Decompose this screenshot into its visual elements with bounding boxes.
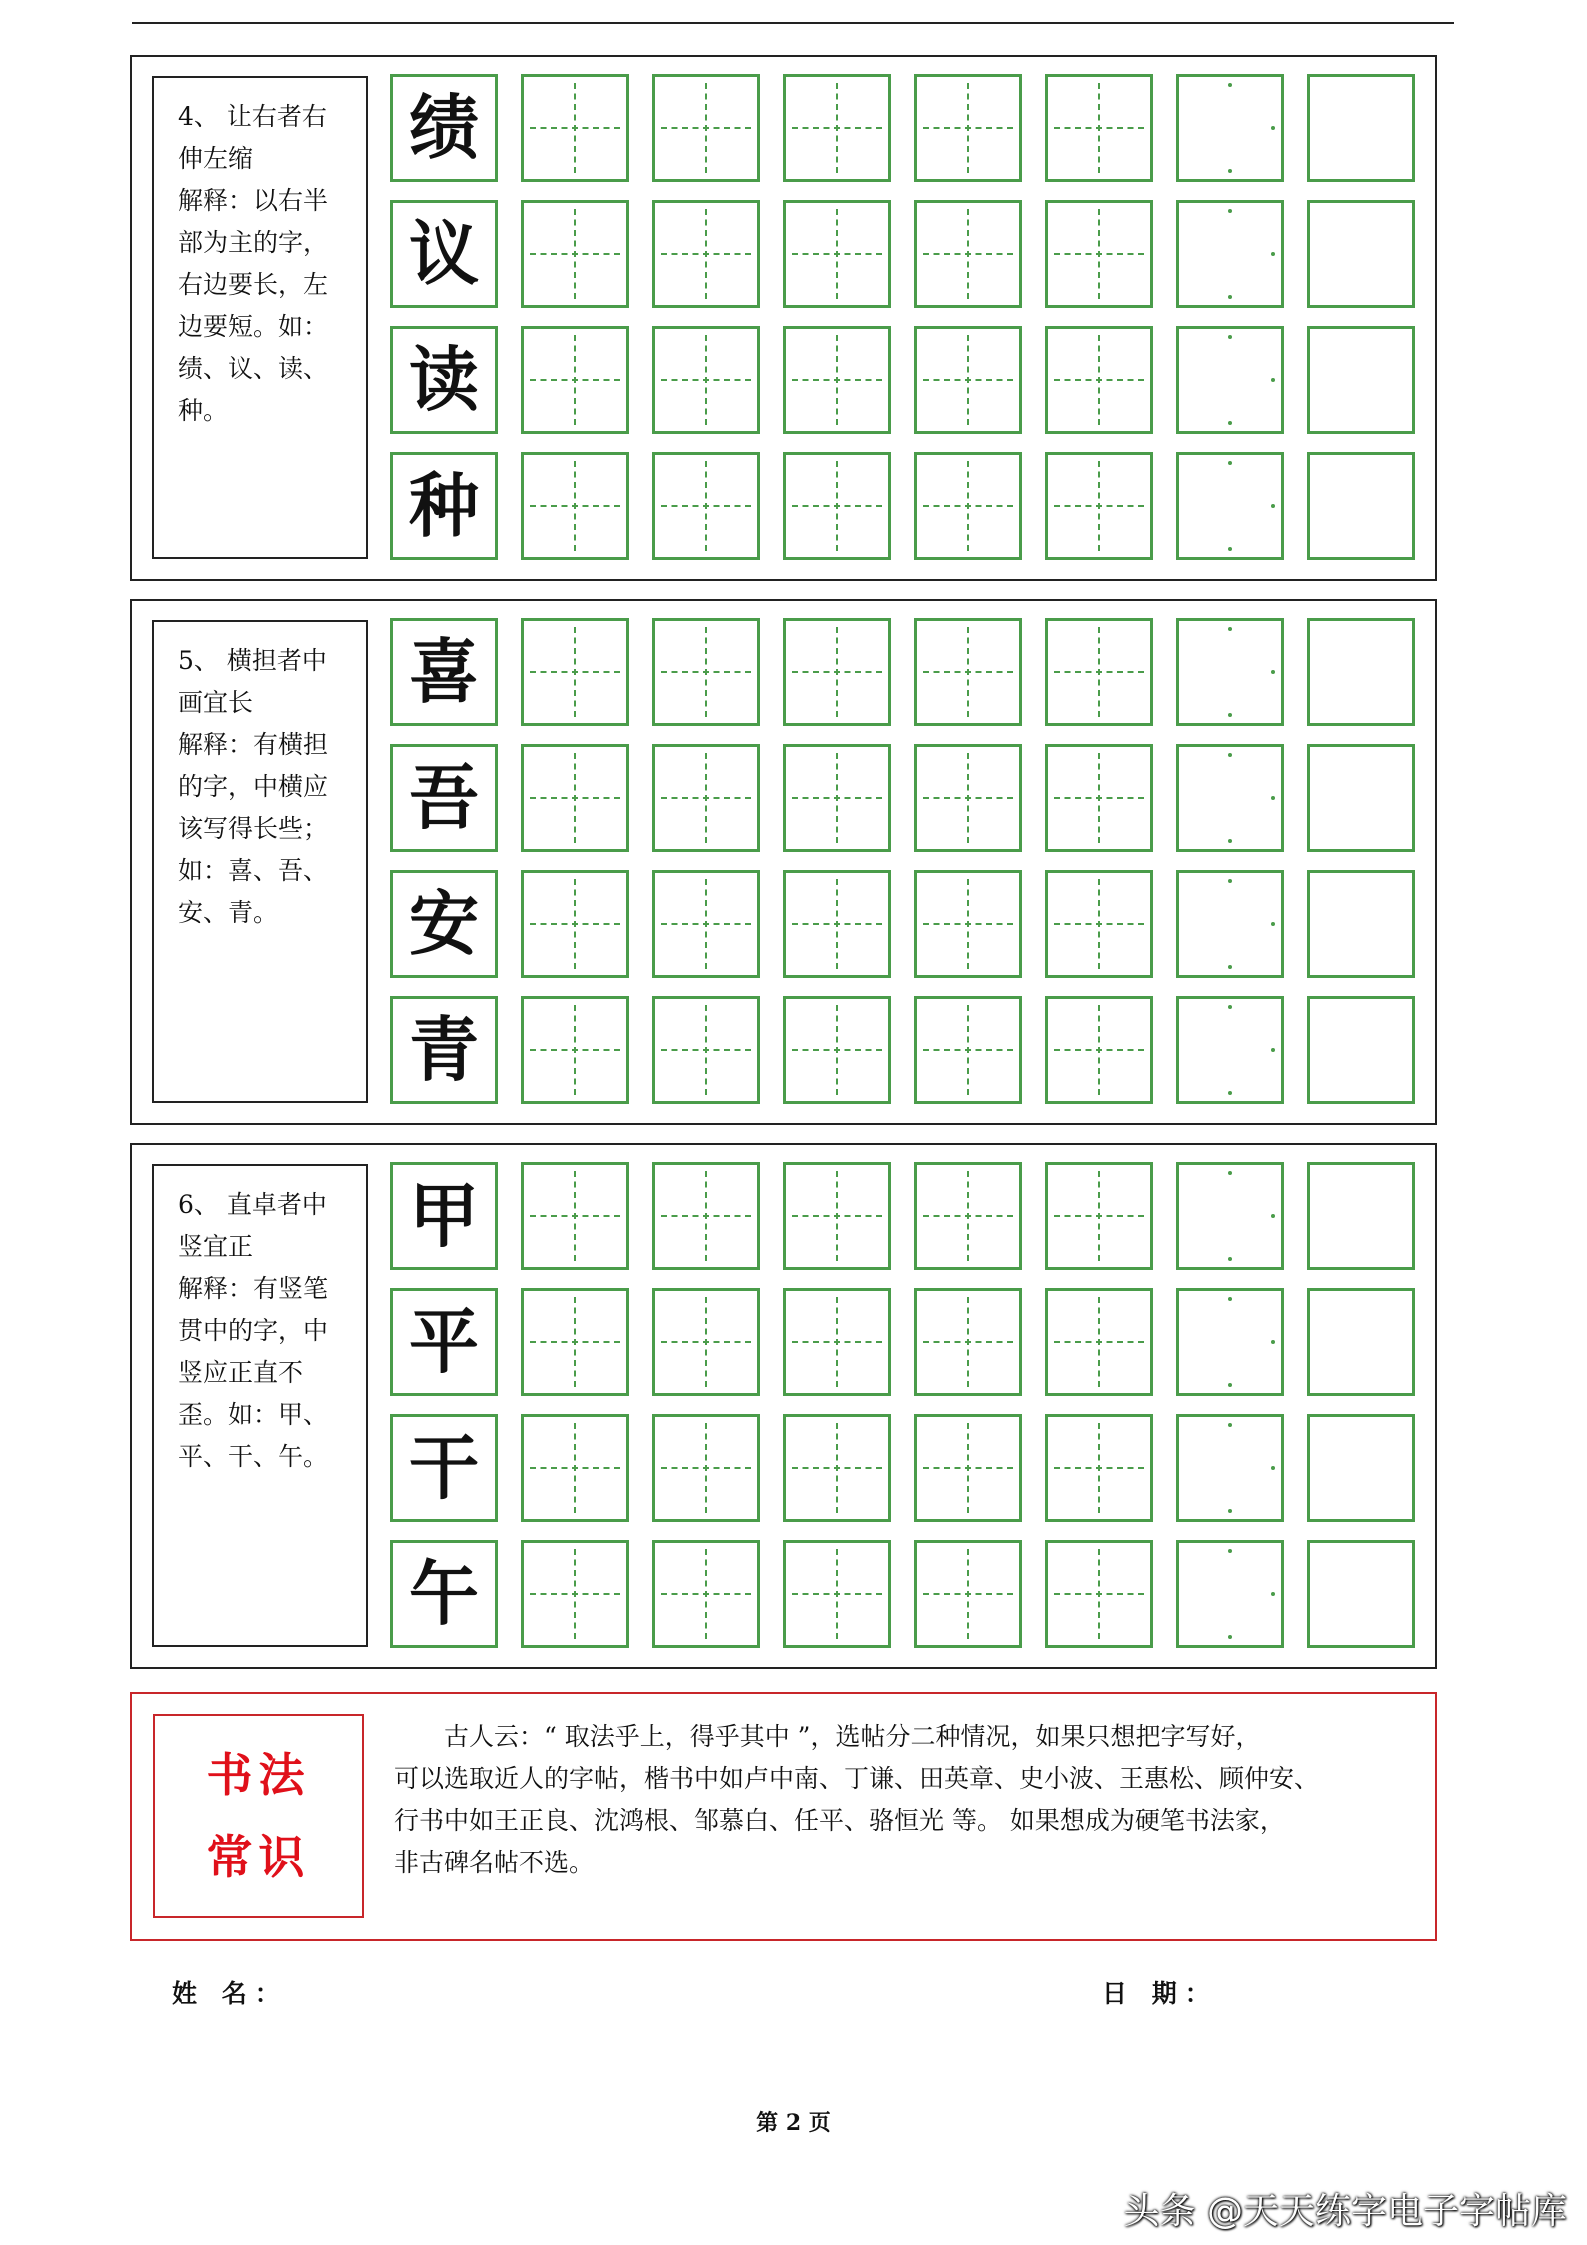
tianzige-practice-cell[interactable] [652, 996, 760, 1104]
tianzige-practice-cell[interactable] [521, 996, 629, 1104]
tianzige-practice-cell[interactable] [783, 452, 891, 560]
tianzige-practice-cell[interactable] [521, 1162, 629, 1270]
tianzige-practice-cell[interactable] [652, 452, 760, 560]
tianzige-practice-cell[interactable] [521, 744, 629, 852]
tianzige-practice-cell[interactable] [914, 1540, 1022, 1648]
model-character-cell [390, 1414, 498, 1522]
tianzige-practice-cell[interactable] [652, 870, 760, 978]
rule-description-line: 种。 [178, 396, 229, 425]
blank-practice-cell[interactable] [1307, 326, 1415, 434]
model-character-cell [390, 1540, 498, 1648]
practice-row [390, 452, 1415, 560]
tianzige-practice-cell[interactable] [521, 618, 629, 726]
model-character-cell [390, 200, 498, 308]
tianzige-practice-cell[interactable] [521, 74, 629, 182]
model-character: 喜 [409, 630, 479, 713]
model-character: 午 [409, 1552, 479, 1635]
dotted-practice-cell[interactable] [1176, 452, 1284, 560]
rule-description-line: 安、青。 [178, 898, 279, 927]
tianzige-practice-cell[interactable] [783, 74, 891, 182]
date-label: 日 期： [1102, 1979, 1218, 2008]
rule-description-line: 绩、议、读、 [178, 354, 329, 383]
tianzige-practice-cell[interactable] [783, 870, 891, 978]
practice-row [390, 1414, 1415, 1522]
tianzige-practice-cell[interactable] [652, 1414, 760, 1522]
practice-row [390, 1162, 1415, 1270]
practice-row [390, 326, 1415, 434]
dotted-practice-cell[interactable] [1176, 870, 1284, 978]
rule-description-line: 平、干、午。 [178, 1442, 329, 1471]
rule-description-line: 解释：有竖笔 [178, 1274, 329, 1303]
rule-description-line: 6、 直卓者中 [178, 1190, 327, 1219]
practice-section [130, 599, 1437, 1125]
rule-description-line: 解释：有横担 [178, 730, 329, 759]
tip-line: 非古碑名帖不选。 [394, 1848, 595, 1877]
model-character-cell [390, 74, 498, 182]
tip-line: 可以选取近人的字帖，楷书中如卢中南、丁谦、田英章、史小波、王惠松、顾仲安、 [394, 1764, 1320, 1793]
tianzige-practice-cell[interactable] [652, 744, 760, 852]
practice-section [130, 55, 1437, 581]
blank-practice-cell[interactable] [1307, 1414, 1415, 1522]
practice-row [390, 74, 1415, 182]
model-character: 种 [409, 464, 479, 547]
tianzige-practice-cell[interactable] [521, 452, 629, 560]
blank-practice-cell[interactable] [1307, 200, 1415, 308]
tianzige-practice-cell[interactable] [783, 618, 891, 726]
tianzige-practice-cell[interactable] [914, 74, 1022, 182]
top-rule [132, 22, 1454, 24]
blank-practice-cell[interactable] [1307, 452, 1415, 560]
tianzige-practice-cell[interactable] [521, 1414, 629, 1522]
practice-section [130, 1143, 1437, 1669]
rule-description-line: 4、 让右者右 [178, 102, 327, 131]
dotted-practice-cell[interactable] [1176, 1288, 1284, 1396]
tianzige-practice-cell[interactable] [521, 1288, 629, 1396]
tianzige-practice-cell[interactable] [914, 1414, 1022, 1522]
calligraphy-tip-box [130, 1692, 1437, 1941]
practice-row [390, 744, 1415, 852]
tianzige-practice-cell[interactable] [1045, 326, 1153, 434]
model-character: 平 [409, 1300, 479, 1383]
blank-practice-cell[interactable] [1307, 744, 1415, 852]
tianzige-practice-cell[interactable] [652, 1162, 760, 1270]
model-character-cell [390, 326, 498, 434]
tianzige-practice-cell[interactable] [652, 200, 760, 308]
rule-description-line: 贯中的字，中 [178, 1316, 329, 1345]
tianzige-practice-cell[interactable] [1045, 996, 1153, 1104]
tianzige-practice-cell[interactable] [1045, 618, 1153, 726]
blank-practice-cell[interactable] [1307, 996, 1415, 1104]
tip-badge-line1: 书法 [206, 1748, 311, 1802]
model-character: 吾 [409, 756, 479, 839]
tianzige-practice-cell[interactable] [914, 870, 1022, 978]
rule-description-line: 如：喜、吾、 [178, 856, 329, 885]
tianzige-practice-cell[interactable] [1045, 1414, 1153, 1522]
tianzige-practice-cell[interactable] [783, 326, 891, 434]
tianzige-practice-cell[interactable] [652, 1288, 760, 1396]
tianzige-practice-cell[interactable] [783, 200, 891, 308]
practice-row [390, 1288, 1415, 1396]
model-character-cell [390, 744, 498, 852]
model-character-cell [390, 870, 498, 978]
practice-row [390, 996, 1415, 1104]
rule-description [152, 620, 368, 1103]
blank-practice-cell[interactable] [1307, 1540, 1415, 1648]
model-character: 安 [409, 882, 479, 965]
dotted-practice-cell[interactable] [1176, 1414, 1284, 1522]
tianzige-practice-cell[interactable] [1045, 744, 1153, 852]
tianzige-practice-cell[interactable] [652, 618, 760, 726]
tianzige-practice-cell[interactable] [914, 1288, 1022, 1396]
tip-badge [153, 1714, 364, 1918]
tianzige-practice-cell[interactable] [783, 996, 891, 1104]
tianzige-practice-cell[interactable] [783, 1414, 891, 1522]
tianzige-practice-cell[interactable] [783, 744, 891, 852]
tianzige-practice-cell[interactable] [914, 452, 1022, 560]
tianzige-practice-cell[interactable] [1045, 74, 1153, 182]
tianzige-practice-cell[interactable] [914, 1162, 1022, 1270]
tip-line: 古人云：“ 取法乎上，得乎其中 ”，选帖分二种情况，如果只想把字写好， [394, 1722, 1261, 1751]
model-character-cell [390, 452, 498, 560]
tianzige-practice-cell[interactable] [521, 326, 629, 434]
dotted-practice-cell[interactable] [1176, 326, 1284, 434]
blank-practice-cell[interactable] [1307, 870, 1415, 978]
tianzige-practice-cell[interactable] [521, 870, 629, 978]
rule-description [152, 1164, 368, 1647]
dotted-practice-cell[interactable] [1176, 74, 1284, 182]
rule-description-line: 5、 横担者中 [178, 646, 327, 675]
tianzige-practice-cell[interactable] [914, 996, 1022, 1104]
tianzige-practice-cell[interactable] [783, 1162, 891, 1270]
rule-description-line: 画宜长 [178, 688, 254, 717]
model-character-cell [390, 1162, 498, 1270]
practice-row [390, 1540, 1415, 1648]
tianzige-practice-cell[interactable] [914, 326, 1022, 434]
tianzige-practice-cell[interactable] [783, 1540, 891, 1648]
dotted-practice-cell[interactable] [1176, 618, 1284, 726]
rule-description-line: 的字，中横应 [178, 772, 329, 801]
practice-row [390, 618, 1415, 726]
rule-description [152, 76, 368, 559]
rule-description-line: 该写得长些； [178, 814, 329, 843]
tianzige-practice-cell[interactable] [652, 1540, 760, 1648]
dotted-practice-cell[interactable] [1176, 996, 1284, 1104]
rule-description-line: 解释：以右半 [178, 186, 329, 215]
rule-description-line: 伸左缩 [178, 144, 254, 173]
tianzige-practice-cell[interactable] [914, 618, 1022, 726]
tip-text [394, 1716, 1414, 1884]
watermark: 头条 @天天练字电子字帖库 [1123, 2191, 1567, 2232]
tianzige-practice-cell[interactable] [1045, 1288, 1153, 1396]
blank-practice-cell[interactable] [1307, 1288, 1415, 1396]
model-character: 甲 [409, 1174, 479, 1257]
name-label: 姓 名： [172, 1979, 288, 2008]
tianzige-practice-cell[interactable] [652, 326, 760, 434]
tianzige-practice-cell[interactable] [914, 200, 1022, 308]
tip-badge-line2: 常识 [206, 1830, 311, 1884]
tianzige-practice-cell[interactable] [783, 1288, 891, 1396]
model-character: 议 [409, 212, 479, 295]
model-character-cell [390, 1288, 498, 1396]
tip-line: 行书中如王正良、沈鸿根、邹慕白、任平、骆恒光 等。 如果想成为硬笔书法家， [394, 1806, 1285, 1835]
rule-description-line: 竖应正直不 [178, 1358, 304, 1387]
tianzige-practice-cell[interactable] [1045, 1540, 1153, 1648]
tianzige-practice-cell[interactable] [914, 744, 1022, 852]
tianzige-practice-cell[interactable] [1045, 870, 1153, 978]
dotted-practice-cell[interactable] [1176, 200, 1284, 308]
rule-description-line: 右边要长，左 [178, 270, 329, 299]
dotted-practice-cell[interactable] [1176, 1540, 1284, 1648]
practice-row [390, 200, 1415, 308]
tianzige-practice-cell[interactable] [1045, 452, 1153, 560]
blank-practice-cell[interactable] [1307, 618, 1415, 726]
tianzige-practice-cell[interactable] [652, 74, 760, 182]
rule-description-line: 边要短。如： [178, 312, 329, 341]
rule-description-line: 部为主的字， [178, 228, 329, 257]
tianzige-practice-cell[interactable] [521, 1540, 629, 1648]
model-character-cell [390, 618, 498, 726]
model-character: 青 [409, 1008, 479, 1091]
rule-description-line: 竖宜正 [178, 1232, 254, 1261]
tianzige-practice-cell[interactable] [521, 200, 629, 308]
model-character-cell [390, 996, 498, 1104]
dotted-practice-cell[interactable] [1176, 744, 1284, 852]
tianzige-practice-cell[interactable] [1045, 1162, 1153, 1270]
rule-description-line: 歪。如：甲、 [178, 1400, 329, 1429]
tianzige-practice-cell[interactable] [1045, 200, 1153, 308]
blank-practice-cell[interactable] [1307, 1162, 1415, 1270]
model-character: 绩 [409, 86, 479, 169]
page-number: 第 2 页 [756, 2110, 831, 2136]
dotted-practice-cell[interactable] [1176, 1162, 1284, 1270]
blank-practice-cell[interactable] [1307, 74, 1415, 182]
model-character: 读 [409, 338, 479, 421]
model-character: 干 [409, 1426, 479, 1509]
practice-row [390, 870, 1415, 978]
